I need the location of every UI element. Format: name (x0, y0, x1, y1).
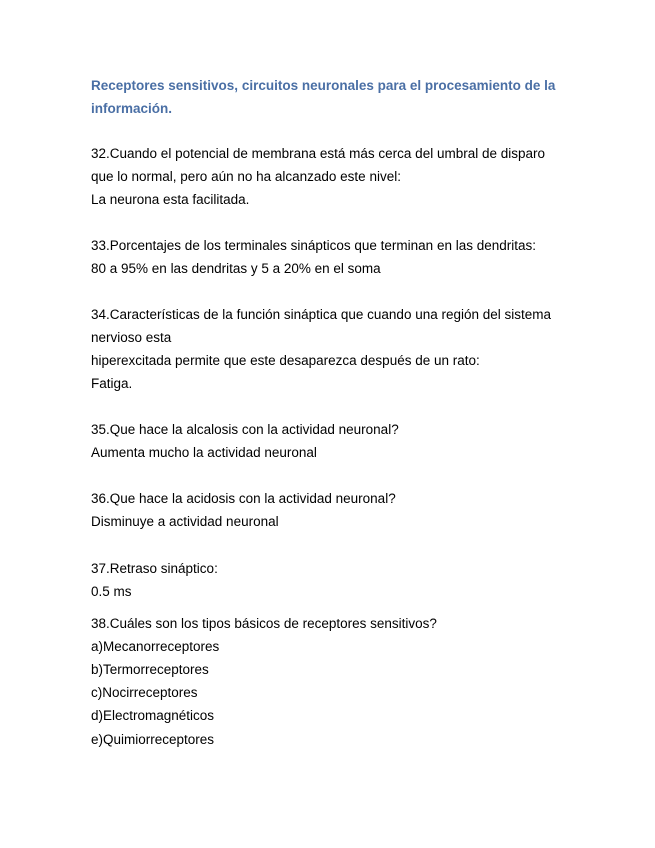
q33-question: 33.Porcentajes de los terminales sinápticos que terminan en las dendritas: (91, 238, 536, 253)
q32-answer: La neurona esta facilitada. (91, 192, 250, 207)
q37-question: 37.Retraso sináptico: (91, 561, 218, 576)
q34-question-line-3: hiperexcitada permite que este desaparezca después de un rato: (91, 353, 480, 368)
q32-question-line-2: que lo normal, pero aún no ha alcanzado este nivel: (91, 169, 401, 184)
q32-question-line-1: 32.Cuando el potencial de membrana está más cerca del umbral de disparo (91, 146, 546, 161)
q34-question-line-1: 34.Características de la función sináptica que cuando una región del sistema (91, 307, 552, 322)
q38-option-e: e)Quimiorreceptores (91, 732, 215, 747)
q38-option-b: b)Termorreceptores (91, 662, 209, 677)
q34-answer: Fatiga. (91, 376, 133, 391)
q36-question: 36.Que hace la acidosis con la actividad neuronal? (91, 491, 396, 506)
q38-option-c: c)Nocirreceptores (91, 685, 198, 700)
q35-answer: Aumenta mucho la actividad neuronal (91, 445, 317, 460)
q38-option-d: d)Electromagnéticos (91, 708, 215, 723)
q36-answer: Disminuye a actividad neuronal (91, 514, 279, 529)
page-title: Receptores sensitivos, circuitos neuronales para el procesamiento de la información. (91, 78, 556, 116)
q35-question: 35.Que hace la alcalosis con la actividad neuronal? (91, 422, 399, 437)
q38-option-a: a)Mecanorreceptores (91, 639, 220, 654)
q33-answer: 80 a 95% en las dendritas y 5 a 20% en el soma (91, 261, 381, 276)
q38-question: 38.Cuáles son los tipos básicos de receptores sensitivos? (91, 616, 437, 631)
q34-question-line-2: nervioso esta (91, 330, 172, 345)
q37-answer: 0.5 ms (91, 584, 132, 599)
